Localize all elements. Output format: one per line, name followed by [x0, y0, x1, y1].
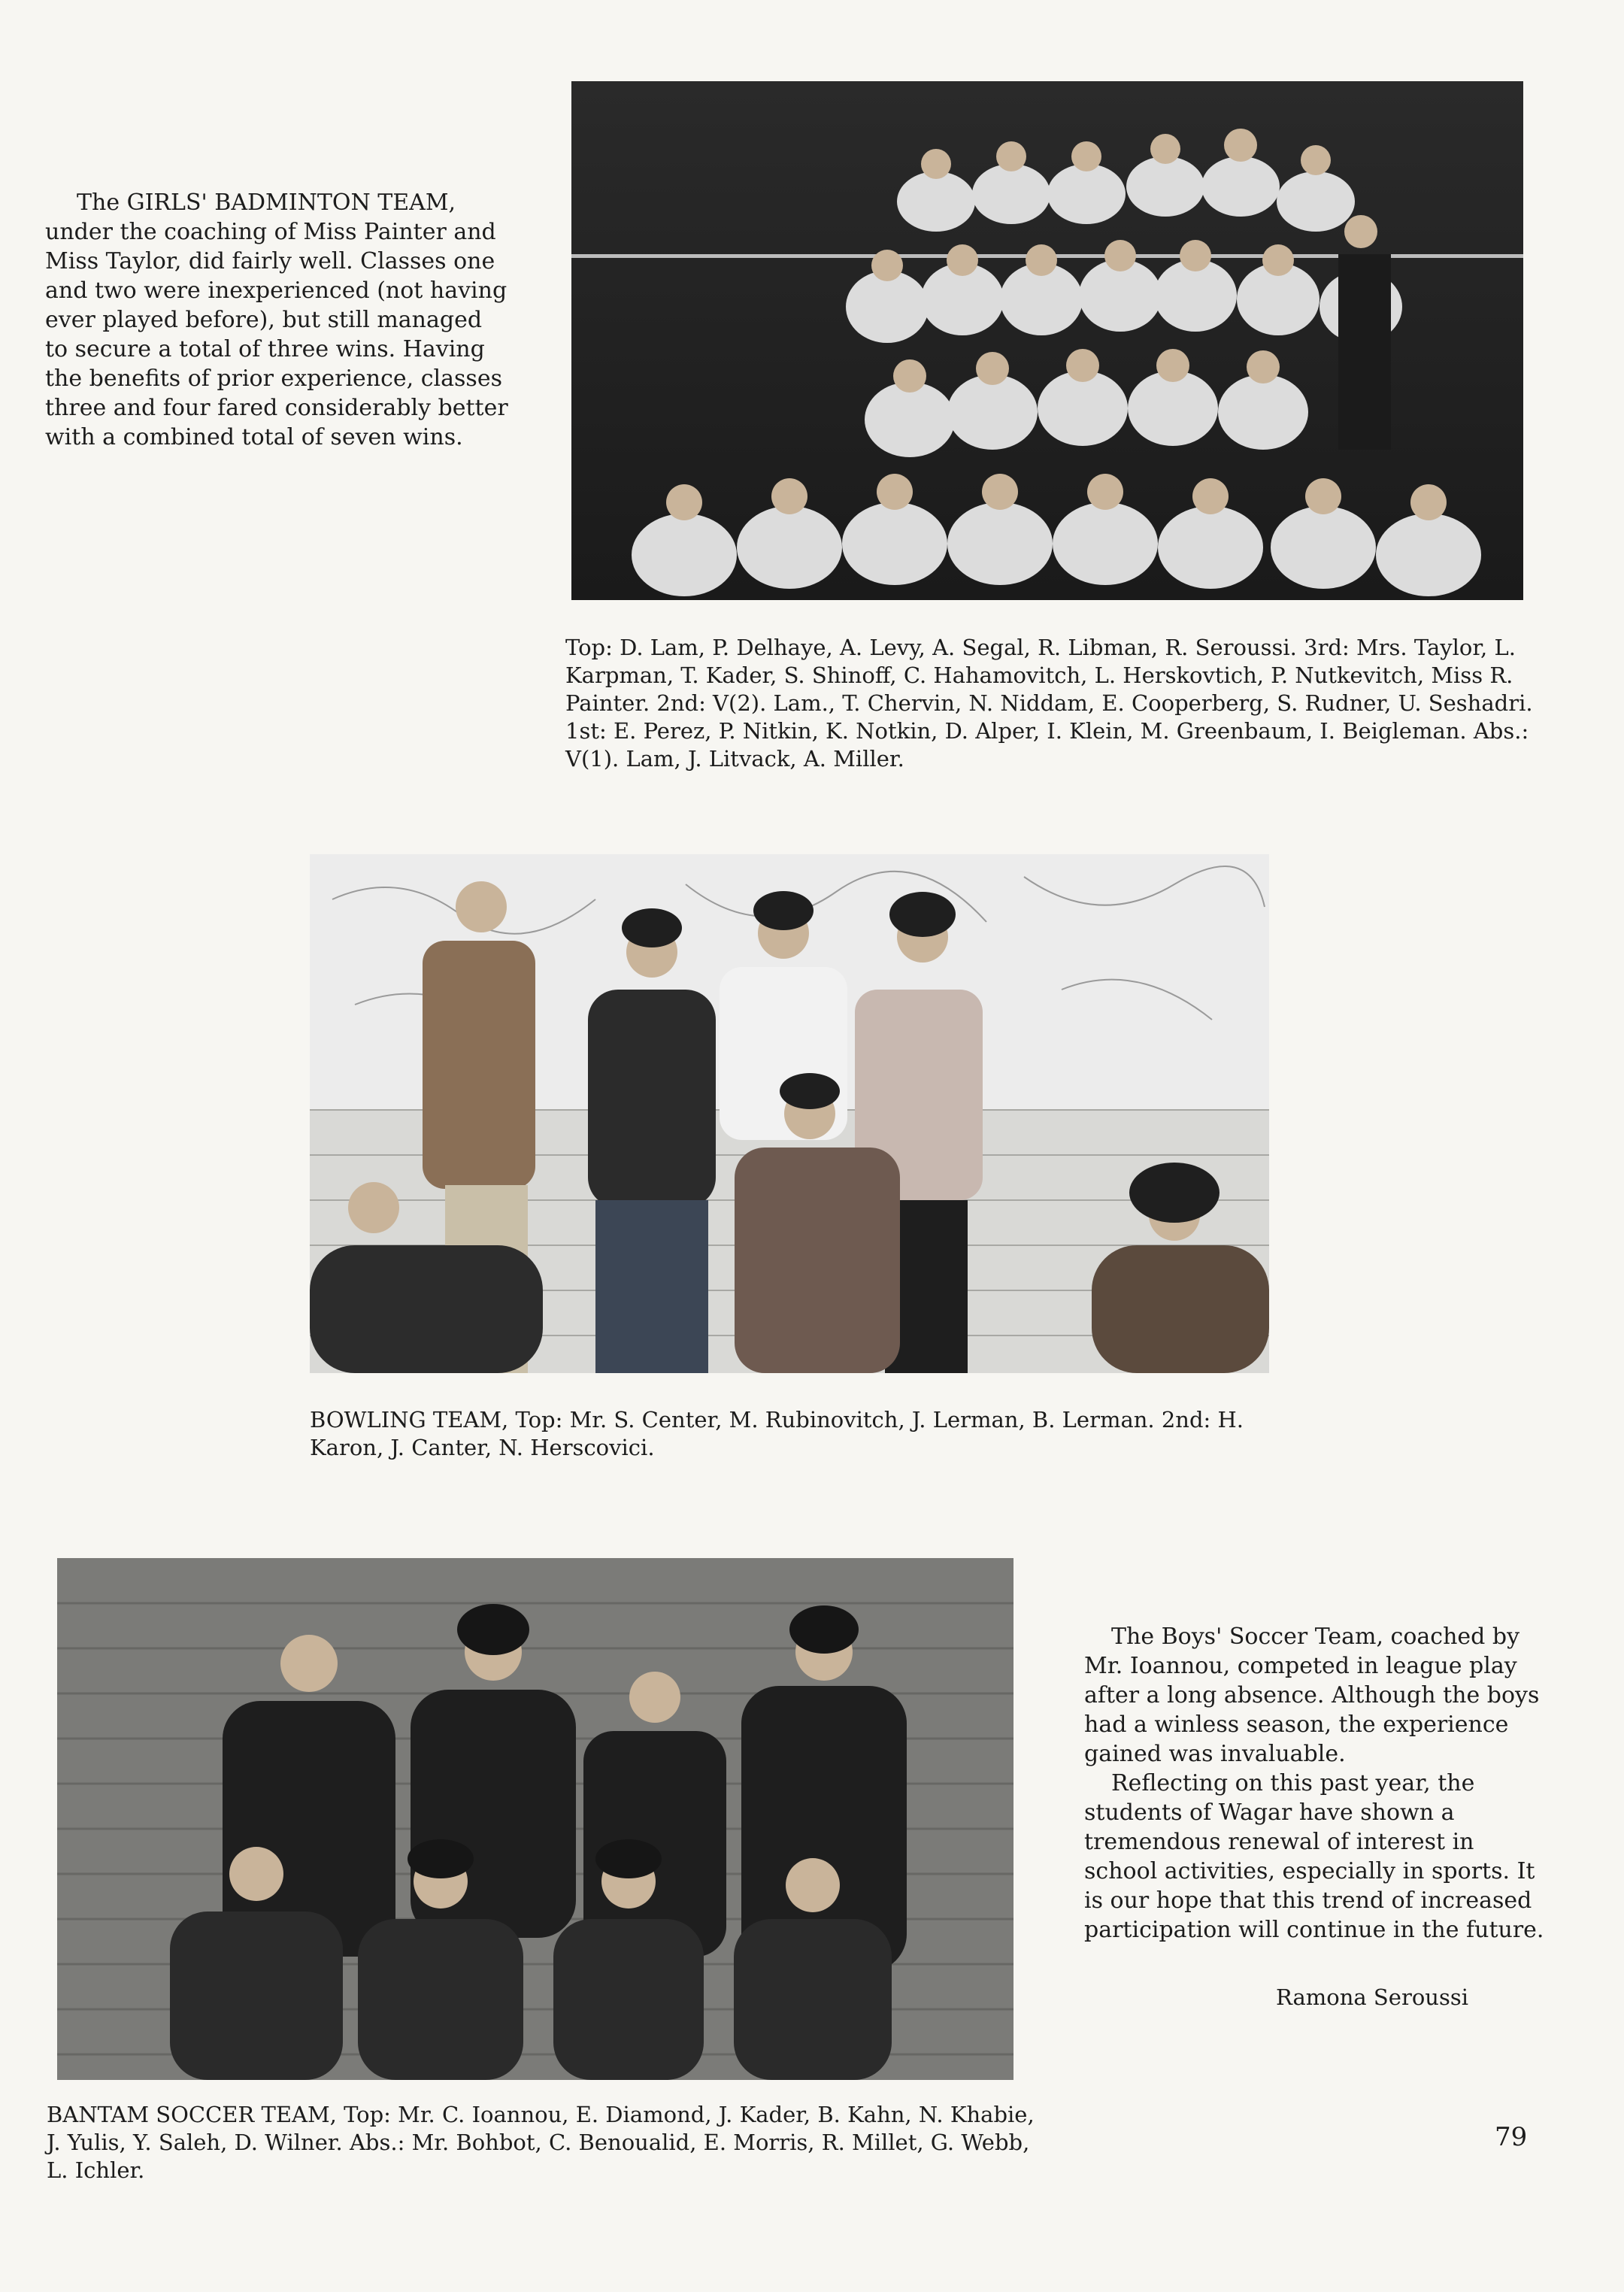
- soccer-paragraph-1: The Boys' Soccer Team, coached by Mr. Ioannou, competed in league play after a long absence. Although the boys had a winless season, the experience gained was invaluable.: [1084, 1624, 1540, 1767]
- bowling-caption: BOWLING TEAM, Top: Mr. S. Center, M. Rubinovitch, J. Lerman, B. Lerman. 2nd: H. Karon, J. Canter, N. Herscovici.: [310, 1407, 1244, 1460]
- badminton-description: [45, 188, 511, 452]
- author-signature: Ramona Seroussi: [1276, 1984, 1469, 2010]
- badminton-caption: Top: D. Lam, P. Delhaye, A. Levy, A. Segal, R. Libman, R. Seroussi. 3rd: Mrs. Taylor, L. Karpman, T. Kader, S. Shinoff, C. Hahamovitch, L. Herskovtich, P. Nutkevitch, Miss R. Painter. 2nd: V(2). Lam., T. Chervin, N. Niddam, E. Cooperberg, S. Rudner, U. Seshadri. 1st: E. Perez, P. Nitkin, K. Notkin, D. Alper, I. Klein, M. Greenbaum, I. Beigleman. Abs.: V(1). Lam, J. Litvack, A. Miller.: [565, 635, 1533, 772]
- soccer-description: [1084, 1622, 1550, 1945]
- badminton-team-photo: [571, 81, 1523, 600]
- bowling-team-photo: [310, 854, 1269, 1373]
- bantam-soccer-team-photo: [57, 1558, 1013, 2080]
- soccer-paragraph-2: Reflecting on this past year, the students of Wagar have shown a tremendous renewal of interest in school activities, especially in sports. It is our hope that this trend of increased participation will continue in the future.: [1084, 1770, 1544, 1943]
- bantam-soccer-caption: BANTAM SOCCER TEAM, Top: Mr. C. Ioannou, E. Diamond, J. Kader, B. Kahn, N. Khabie, J. Yulis, Y. Saleh, D. Wilner. Abs.: Mr. Bohbot, C. Benoualid, E. Morris, R. Millet, G. Webb, L. Ichler.: [47, 2102, 1035, 2183]
- badminton-description-text: The GIRLS' BADMINTON TEAM, under the coaching of Miss Painter and Miss Taylor, did fairly well. Classes one and two were inexperienced (not having ever played before), but still managed to secure a total of three wins. Having the benefits of prior experience, classes three and four fared considerably better with a combined total of seven wins.: [45, 189, 508, 450]
- page-number: 79: [1495, 2122, 1528, 2152]
